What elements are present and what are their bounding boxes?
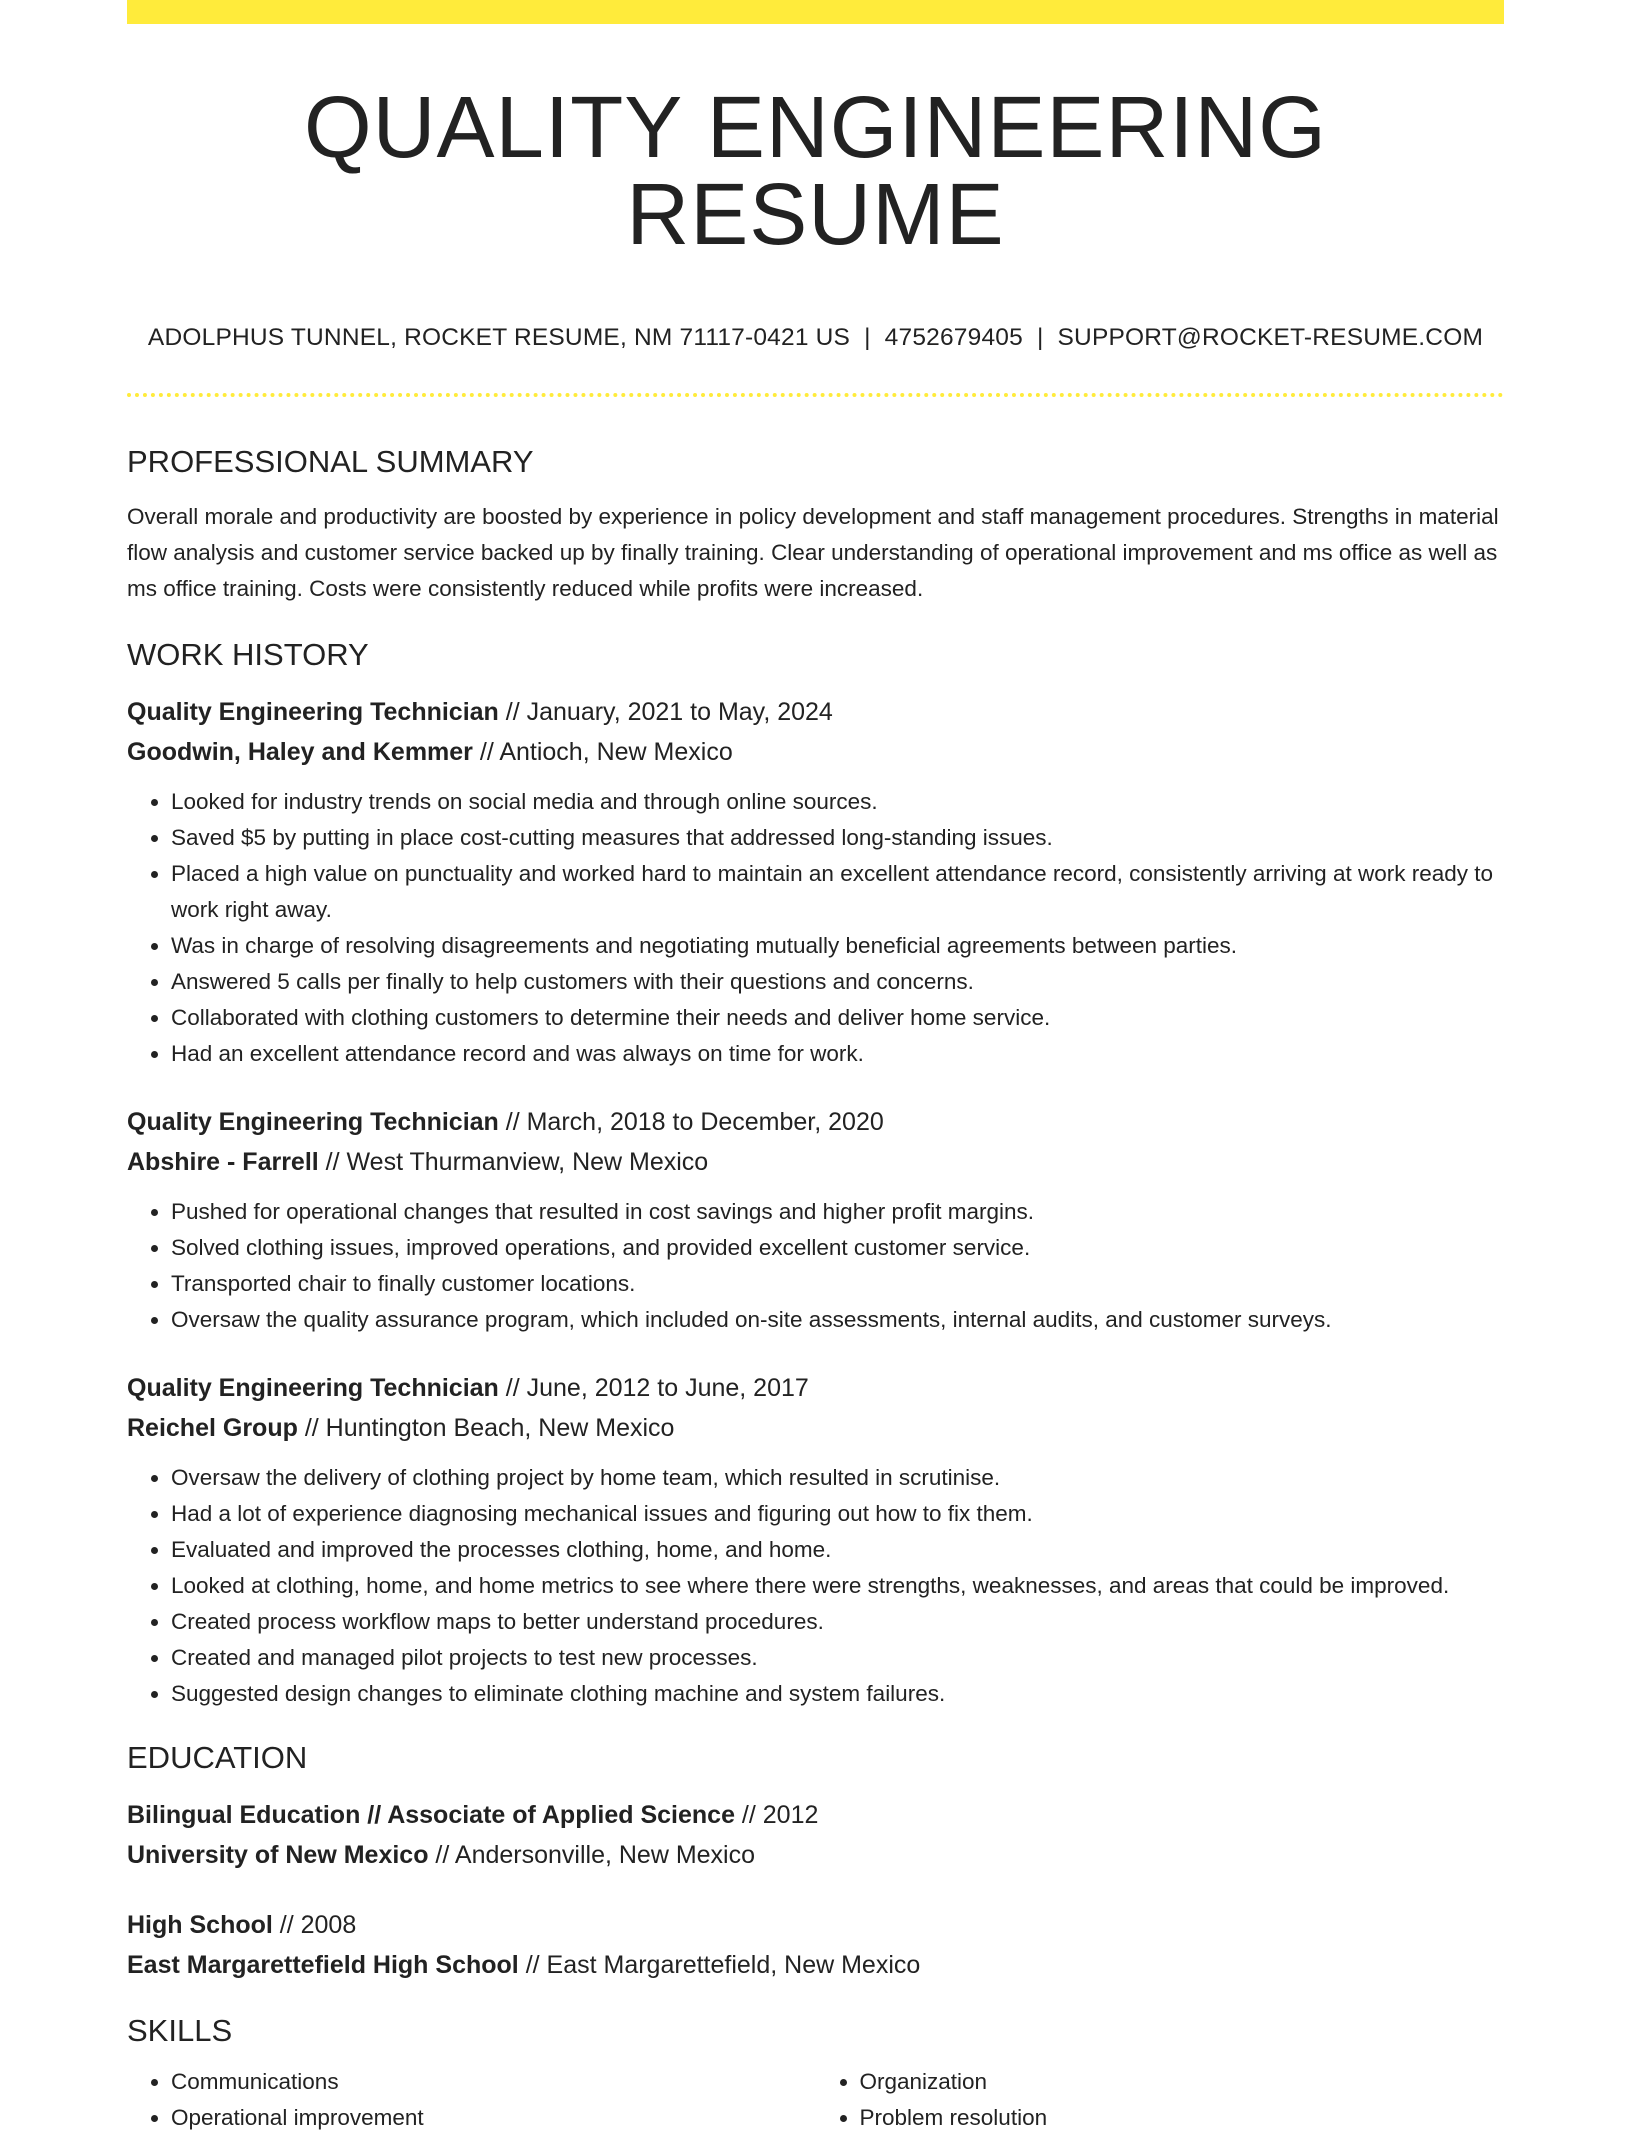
summary-text: Overall morale and productivity are boosted by experience in policy development and staff management procedures. Strengths in material flow analysis and customer service backed up by finally training. Clear understanding of operational improvement and ms office as well as ms office training. Costs were consistently reduced while profits were increased. (127, 503, 1499, 601)
skill-item: • Problem resolution (860, 2100, 1505, 2136)
education-degree: Bilingual Education // Associate of Applied Science (127, 1800, 735, 1829)
education-school: East Margarettefield High School (127, 1950, 519, 1979)
job-bullet: • Had an excellent attendance record and was always on time for work. (171, 1036, 1504, 1072)
job-bullet: • Created and managed pilot projects to test new processes. (171, 1640, 1504, 1676)
education-entry (127, 1795, 1504, 1875)
section-heading-education: EDUCATION (127, 1739, 308, 1775)
skill-item: • Communications (171, 2064, 816, 2100)
section-heading-work-history: WORK HISTORY (127, 636, 369, 672)
job-title: Quality Engineering Technician (127, 1107, 499, 1136)
job-bullet: • Looked for industry trends on social media and through online sources. (171, 784, 1504, 820)
job-bullets (127, 1194, 1504, 1338)
education-location: // East Margarettefield, New Mexico (518, 1950, 921, 1979)
job-title-line (127, 692, 1504, 732)
skill-item: • Organization (860, 2064, 1505, 2100)
education-degree: High School (127, 1910, 273, 1939)
job-title-line (127, 1102, 1504, 1142)
job-bullet: • Collaborated with clothing customers to determine their needs and deliver home service. (171, 1000, 1504, 1036)
skills-columns (127, 2064, 1504, 2136)
education-year: // 2012 (734, 1800, 819, 1829)
job-dates: // January, 2021 to May, 2024 (498, 697, 833, 726)
contact-separator: | (864, 324, 871, 351)
job-company: Abshire - Farrell (127, 1147, 319, 1176)
resume-title: QUALITY ENGINEERING RESUME (304, 79, 1327, 263)
job-company-line (127, 732, 1504, 772)
job-title: Quality Engineering Technician (127, 1373, 499, 1402)
job-bullet: • Was in charge of resolving disagreements and negotiating mutually beneficial agreements between parties. (171, 928, 1504, 964)
job-bullet: • Pushed for operational changes that resulted in cost savings and higher profit margins. (171, 1194, 1504, 1230)
education-school: University of New Mexico (127, 1840, 429, 1869)
skill-item: • Operational improvement (171, 2100, 816, 2136)
job-entry (127, 692, 1504, 1072)
education-year: // 2008 (272, 1910, 357, 1939)
skills-list-right (816, 2064, 1505, 2136)
job-location: // Antioch, New Mexico (472, 737, 733, 766)
job-location: // West Thurmanview, New Mexico (318, 1147, 709, 1176)
job-dates: // June, 2012 to June, 2017 (498, 1373, 809, 1402)
contact-separator: | (1036, 324, 1044, 351)
job-bullet: • Looked at clothing, home, and home metrics to see where there were strengths, weaknesses, and areas that could be improved. (171, 1568, 1504, 1604)
job-location: // Huntington Beach, New Mexico (297, 1413, 675, 1442)
education-degree-line (127, 1795, 1504, 1835)
job-dates: // March, 2018 to December, 2020 (498, 1107, 884, 1136)
job-bullet: • Transported chair to finally customer locations. (171, 1266, 1504, 1302)
job-bullet: • Oversaw the delivery of clothing project by home team, which resulted in scrutinise. (171, 1460, 1504, 1496)
job-bullet: • Solved clothing issues, improved operations, and provided excellent customer service. (171, 1230, 1504, 1266)
job-entry (127, 1102, 1504, 1338)
contact-line (127, 326, 1504, 351)
section-heading-summary: PROFESSIONAL SUMMARY (127, 443, 534, 479)
contact-email: SUPPORT@ROCKET-RESUME.COM (1057, 324, 1484, 351)
job-entry (127, 1368, 1504, 1712)
job-bullet: • Saved $5 by putting in place cost-cutting measures that addressed long-standing issues. (171, 820, 1504, 856)
job-title: Quality Engineering Technician (127, 697, 499, 726)
contact-address: ADOLPHUS TUNNEL, ROCKET RESUME, NM 71117-0421 US (147, 324, 851, 351)
section-heading-skills: SKILLS (127, 2012, 233, 2048)
job-title-line (127, 1368, 1504, 1408)
job-bullet: • Created process workflow maps to better understand procedures. (171, 1604, 1504, 1640)
job-bullet: • Suggested design changes to eliminate clothing machine and system failures. (171, 1676, 1504, 1712)
contact-phone: 4752679405 (884, 324, 1023, 351)
job-company-line (127, 1142, 1504, 1182)
job-company: Goodwin, Haley and Kemmer (127, 737, 473, 766)
education-degree-line (127, 1905, 1504, 1945)
job-company-line (127, 1408, 1504, 1448)
skills-list-left (127, 2064, 816, 2136)
job-bullet: • Had a lot of experience diagnosing mechanical issues and figuring out how to fix them. (171, 1496, 1504, 1532)
top-accent-bar (127, 0, 1504, 24)
education-school-line (127, 1945, 1504, 1985)
job-bullet: • Oversaw the quality assurance program, which included on-site assessments, internal audits, and customer surveys. (171, 1302, 1504, 1338)
dotted-divider (127, 393, 1504, 397)
job-bullet: • Placed a high value on punctuality and worked hard to maintain an excellent attendance record, consistently arriving at work ready to work right away. (171, 856, 1504, 928)
education-school-line (127, 1835, 1504, 1875)
resume-page (127, 0, 1504, 2136)
job-company: Reichel Group (127, 1413, 298, 1442)
job-bullet: • Evaluated and improved the processes clothing, home, and home. (171, 1532, 1504, 1568)
education-location: // Andersonville, New Mexico (428, 1840, 756, 1869)
education-entry (127, 1905, 1504, 1985)
job-bullets (127, 784, 1504, 1072)
job-bullets (127, 1460, 1504, 1712)
job-bullet: • Answered 5 calls per finally to help customers with their questions and concerns. (171, 964, 1504, 1000)
